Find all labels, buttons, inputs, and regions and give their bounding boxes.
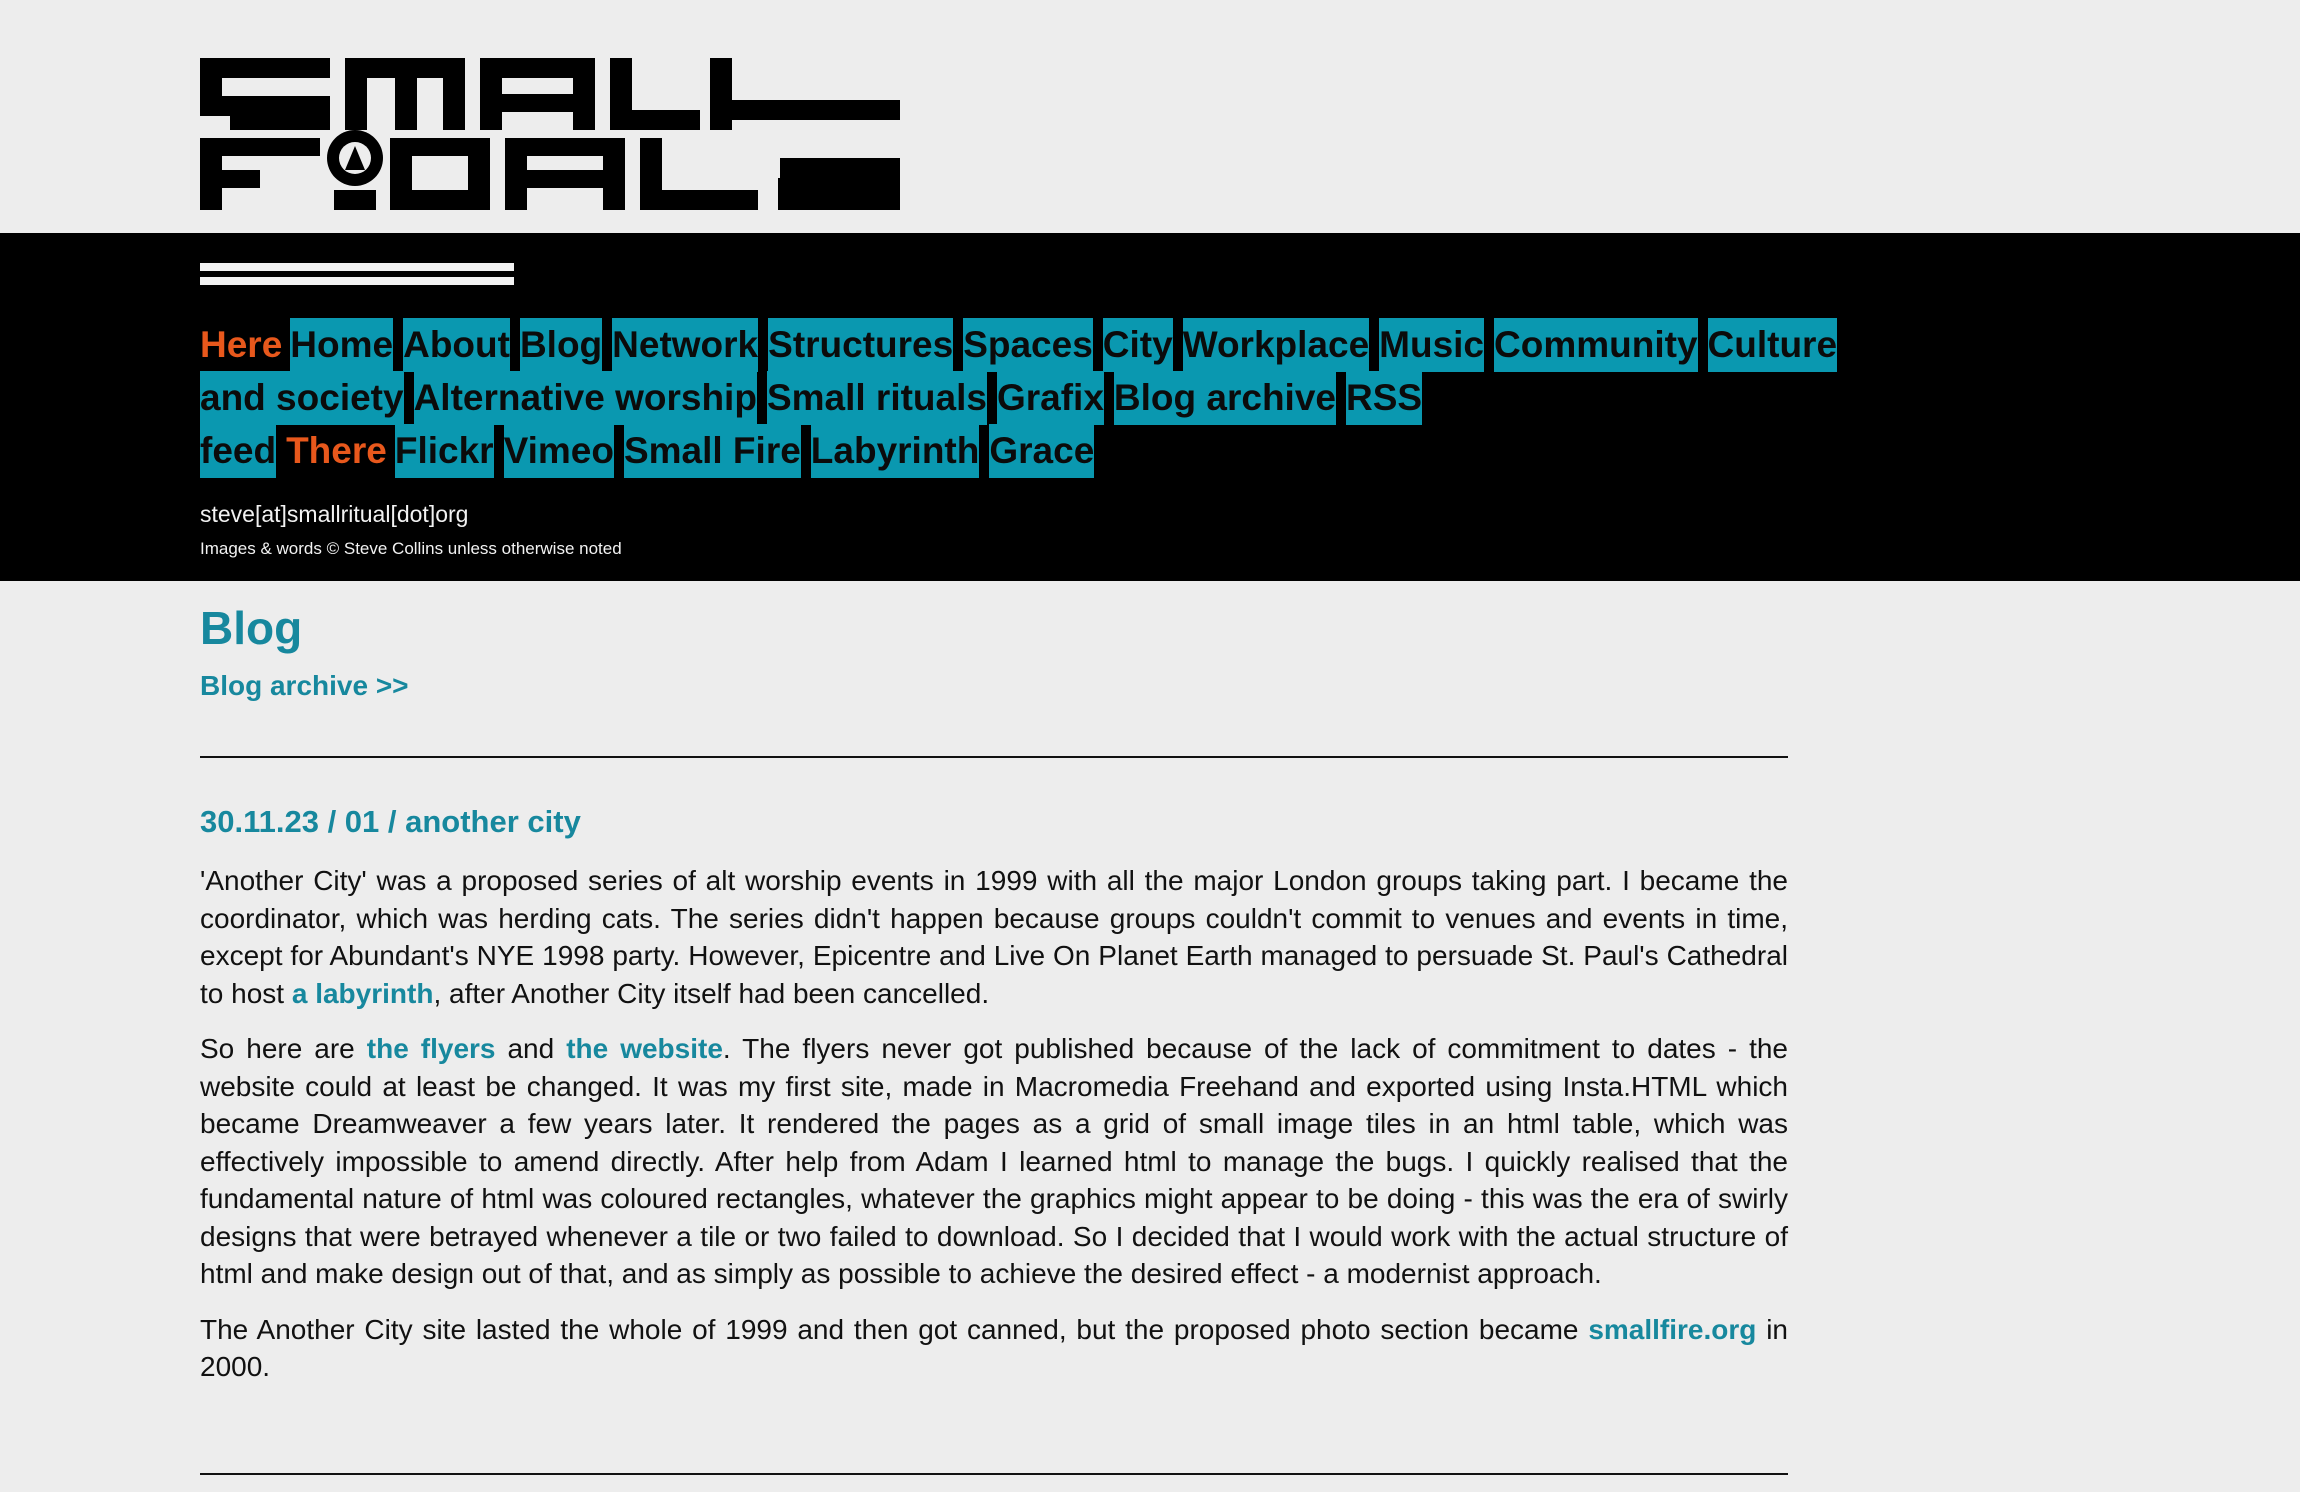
- post-paragraph-1: 'Another City' was a proposed series of alt worship events in 1999 with all the major London groups taking part. I became the coordinator, which was herding cats. The series didn't happen because groups couldn't commit to venues and events in time, except for Abundant's NYE 1998 party. However, Epicentre and Live On Planet Earth managed to persuade St. Paul's Cathedral to host a labyrinth, after Another City itself had been cancelled.: [200, 865, 1788, 1009]
- page-title: Blog: [200, 602, 303, 654]
- divider: [200, 756, 1788, 758]
- nav-item-grace[interactable]: Grace: [989, 424, 1094, 478]
- blog-post: [200, 800, 1788, 1386]
- nav-item-about[interactable]: About: [403, 318, 510, 372]
- nav-label-there: There: [286, 430, 387, 471]
- nav-item-blog[interactable]: Blog: [520, 318, 602, 372]
- website-link[interactable]: the website: [566, 1033, 723, 1064]
- header-band: [0, 233, 2300, 581]
- nav-item-blog-archive[interactable]: Blog archive: [1114, 371, 1336, 425]
- nav-item-community[interactable]: Community: [1494, 318, 1698, 372]
- blog-archive-link[interactable]: Blog archive >>: [200, 670, 409, 701]
- labyrinth-link[interactable]: a labyrinth: [291, 977, 434, 1009]
- nav-item-structures[interactable]: Structures: [768, 318, 953, 372]
- nav-item-home[interactable]: Home: [290, 318, 393, 372]
- nav-item-music[interactable]: Music: [1379, 318, 1484, 372]
- decorative-stripes: [200, 263, 514, 291]
- smallfire-link[interactable]: smallfire.org: [1588, 1313, 1757, 1345]
- nav-item-labyrinth[interactable]: Labyrinth: [811, 424, 980, 478]
- post-paragraph-3: The Another City site lasted the whole of 1999 and then got canned, but the proposed photo section became smallfire.org in 2000.: [200, 1313, 1789, 1382]
- copyright-notice: Images & words © Steve Collins unless otherwise noted: [200, 539, 622, 558]
- post-title: 30.11.23 / 01 / another city: [200, 804, 581, 839]
- nav-item-flickr[interactable]: Flickr: [395, 424, 494, 478]
- nav-item-small-fire[interactable]: Small Fire: [624, 424, 801, 478]
- nav-item-culture-and-society[interactable]: Culture and society: [200, 318, 1837, 425]
- nav-item-city[interactable]: City: [1103, 318, 1173, 372]
- nav-item-network[interactable]: Network: [612, 318, 758, 372]
- contact-email: steve[at]smallritual[dot]org: [200, 501, 469, 527]
- nav-item-workplace[interactable]: Workplace: [1183, 318, 1369, 372]
- divider: [200, 1473, 1788, 1475]
- small-ritual-logo-icon: [200, 58, 900, 210]
- main-navigation: [200, 318, 1838, 477]
- nav-label-here: Here: [200, 324, 283, 365]
- nav-item-spaces[interactable]: Spaces: [963, 318, 1093, 372]
- nav-item-small-rituals[interactable]: Small rituals: [767, 371, 987, 425]
- nav-item-grafix[interactable]: Grafix: [997, 371, 1104, 425]
- flyers-link[interactable]: the flyers: [366, 1033, 496, 1064]
- nav-item-rss-feed[interactable]: RSS feed: [200, 371, 1422, 478]
- site-logo[interactable]: [200, 58, 900, 210]
- nav-item-vimeo[interactable]: Vimeo: [504, 424, 614, 478]
- main-content: [200, 600, 1789, 1382]
- post-paragraph-2: So here are the flyers and the website. The flyers never got published because of the lack of commitment to dates - the website could at least be changed. It was my first site, made in Macromedia Freehand and exported using Insta.HTML which became Dreamweaver a few years later. It rendered the pages as a grid of small image tiles in an html table, which was effectively impossible to amend directly. After help from Adam I learned html to manage the bugs. I quickly realised that the fundamental nature of html was coloured rectangles, whatever the graphics might appear to be doing - this was the era of swirly designs that were betrayed whenever a tile or two failed to download. So I decided that I would work with the actual structure of html and make design out of that, and as simply as possible to achieve the desired effect - a modernist approach.: [200, 1033, 1788, 1289]
- nav-item-alternative-worship[interactable]: Alternative worship: [414, 371, 757, 425]
